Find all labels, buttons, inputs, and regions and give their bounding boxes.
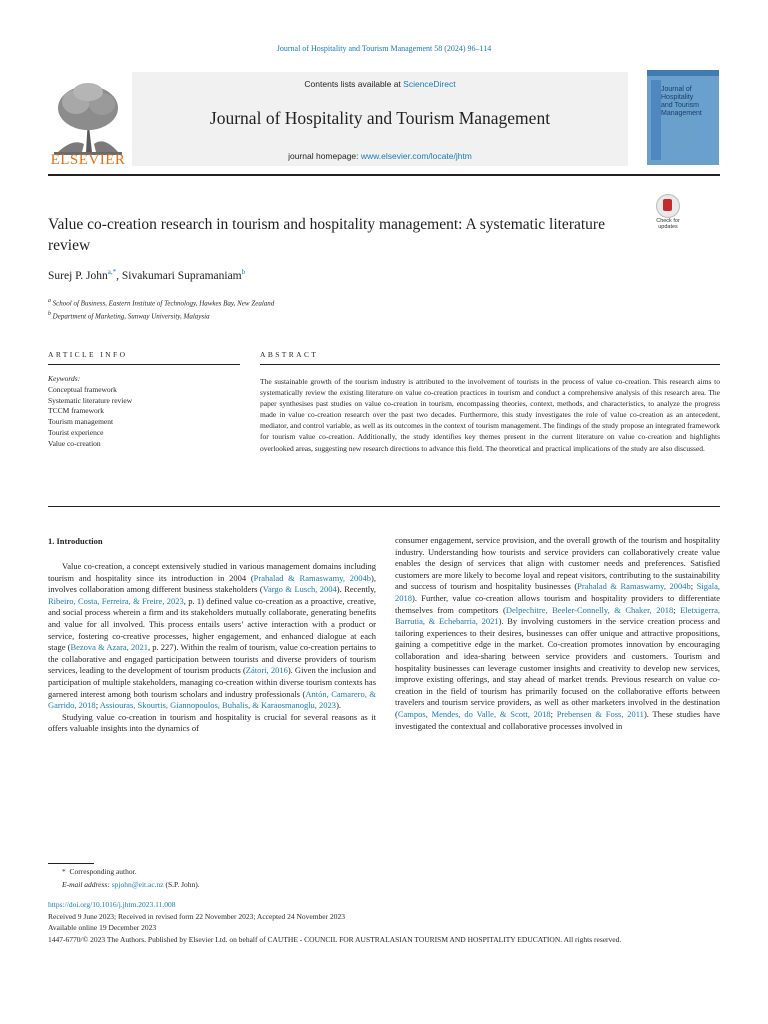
keyword: Tourism management <box>48 417 114 427</box>
paragraph <box>395 535 720 732</box>
body-text: ; <box>95 700 100 711</box>
bookmark-icon <box>656 194 680 218</box>
citation-link[interactable]: Campos, Mendes, do Valle, & Scott, 2018 <box>397 708 551 719</box>
affiliation <box>48 296 274 309</box>
cover-line: Journal of <box>661 86 692 93</box>
sciencedirect-link[interactable]: ScienceDirect <box>403 79 456 89</box>
citation-link[interactable]: Bezova & Azara, 2021 <box>70 642 148 653</box>
keywords-list <box>48 374 240 450</box>
keyword: Systematic literature review <box>48 395 133 405</box>
check-updates-line: Check for <box>656 218 680 224</box>
affiliation <box>48 309 274 322</box>
footnote-mark: * <box>62 867 66 876</box>
citation-link[interactable]: Assiouras, Skourtis, Giannopoulos, Buhalis, & Karaosmanoglu, 2023 <box>99 700 337 711</box>
citation-link[interactable]: Prebensen & Foss, 2011 <box>556 708 644 719</box>
check-updates-text <box>648 218 688 230</box>
cover-line: and Tourism <box>661 102 700 109</box>
author-affiliation-mark[interactable]: a,* <box>107 268 117 276</box>
body-text: ; <box>550 708 557 719</box>
citation-link[interactable]: Delpechitre, Beeler-Connelly, & Chaker, 2018 <box>505 604 674 615</box>
contents-line <box>132 79 628 89</box>
masthead <box>48 70 628 174</box>
body-text: ). Further, value co-creation allows tourism and hospitality providers to differentiate themselves from competitors ( <box>395 592 720 615</box>
author-name: Sivakumari Supramaniam <box>121 269 242 282</box>
author-list <box>48 268 245 282</box>
body-text: ). These studies have investigated the contextual and collaborative processes involved in <box>395 708 720 731</box>
citation-link[interactable]: Eletxigerra, Barrutia, & Echebarria, 2021 <box>395 604 720 627</box>
email-label: E-mail address: <box>62 879 112 889</box>
footnotes <box>48 866 720 891</box>
corresponding-text: Corresponding author. <box>69 867 137 876</box>
article-footer <box>48 899 720 945</box>
body-text: ). Recently, <box>336 584 376 595</box>
email-footnote <box>48 879 720 892</box>
keyword: TCCM framework <box>48 406 105 416</box>
email-link[interactable]: spjohn@eit.ac.nz <box>111 879 164 889</box>
citation-link[interactable]: Prahalad & Ramaswamy, 2004b <box>577 581 691 592</box>
body-text: Value co-creation, a concept extensively studied in various management domains including tourism and hospitality since its introduction in 2004 ( <box>48 561 376 583</box>
body-text: ; <box>673 604 681 615</box>
email-suffix: (S.P. John). <box>163 879 200 889</box>
received-dates: Received 9 June 2023; Received in revised form 22 November 2023; Accepted 24 November 2023 <box>48 911 346 921</box>
publisher-name: ELSEVIER <box>50 152 126 168</box>
body-text: , p. 1) defined value co-creation as a proactive, creative, and social process wherein a firm and its stakeholders mutually collaborate, generating benefits and value for all involved. This process entails users’ active interaction with a product or service, fostering co-creative processes, higher engagement, and enhanced dialogue at each stage ( <box>48 595 376 653</box>
journal-header-box <box>132 72 628 166</box>
author-name: Surej P. John <box>48 269 108 282</box>
paragraph <box>48 561 376 712</box>
citation-link[interactable]: Prahalad & Ramaswamy, 2004b <box>253 572 372 583</box>
keywords-label: Keywords: <box>48 374 81 383</box>
affiliation-text: Department of Marketing, Sunway University, Malaysia <box>52 312 210 321</box>
cover-top-band <box>647 70 719 76</box>
author-separator: , <box>116 269 122 282</box>
article-info-heading: ARTICLE INFO <box>48 350 128 359</box>
masthead-rule <box>48 174 720 176</box>
citation-link[interactable]: Zátori, 2016 <box>245 665 288 676</box>
footnote-rule <box>48 863 94 864</box>
citation-link[interactable]: Ribeiro, Costa, Ferreira, & Freire, 2023 <box>48 595 184 606</box>
affiliation-text: School of Business, Eastern Institute of Technology, Hawkes Bay, New Zealand <box>52 299 275 308</box>
keyword: Value co-creation <box>48 438 101 448</box>
homepage-line <box>132 151 628 161</box>
body-column-left <box>48 561 376 735</box>
body-text: consumer engagement, service provision, and the overall growth of the tourism and hospitality industry. Understanding how tourists and service providers can collaboratively create value enables the design of services that align with customer needs and preferences. Satisfied customers are more likely to become loyal and repeat visitors, contributing to the sustainability and success of tourism and hospitality businesses ( <box>395 535 720 592</box>
body-text: , p. 227). Within the realm of tourism, value co-creation pertains to the collaborative and engaged participation between tourists and diverse providers of tourism services, leading to the development of tourism products ( <box>48 642 376 676</box>
cover-side-panel <box>651 80 661 160</box>
check-updates-line: updates <box>658 224 678 230</box>
abstract-bottom-rule <box>48 506 720 507</box>
homepage-link[interactable]: www.elsevier.com/locate/jhtm <box>360 151 472 161</box>
affiliation-mark: a <box>48 298 51 304</box>
article-info-rule <box>48 364 240 365</box>
body-text: ), involves collaboration among different business stakeholders ( <box>48 572 376 595</box>
journal-cover[interactable] <box>647 70 719 165</box>
body-text: ). By involving customers in the service creation process and tailoring experiences to their desires, businesses can offer unique and attractive propositions, gaining a competitive edge in the market. Co-creation promotes innovation by encouraging collaboration and idea-sharing between service providers and customers. Tourism and hospitality businesses can leverage customer insights and creativity to develop new services, improve existing offerings, and stay ahead of market trends. Previous research on value co-creation in the field of tourism has primarily focused on the collaborative efforts between travelers and tourism service providers, as well as other marketers involved in the destination ( <box>395 616 720 719</box>
journal-title: Journal of Hospitality and Tourism Management <box>209 108 551 128</box>
paragraph: Studying value co-creation in tourism and hospitality is crucial for several reasons as it offers valuable insights into the dynamics of <box>48 711 376 734</box>
citation-link[interactable]: Antón, Camarero, & Garrido, 2018 <box>48 688 377 711</box>
citation-link[interactable]: Vargo & Lusch, 2004 <box>262 584 337 595</box>
body-column-right <box>395 535 720 732</box>
contents-prefix: Contents lists available at <box>304 79 404 89</box>
citation-link[interactable]: Sigala, 2018 <box>395 581 720 603</box>
author-affiliation-mark[interactable]: b <box>241 268 246 276</box>
cover-line: Hospitality <box>661 94 694 101</box>
available-online: Available online 19 December 2023 <box>48 923 157 932</box>
affiliation-mark: b <box>48 311 51 318</box>
body-text: ). Given the inclusion and participation of multiple stakeholders, managing co-creation within diverse tourism contexts has garnered interest among both tourism scholars and industry professionals ( <box>48 665 376 699</box>
cover-line: Management <box>661 110 702 117</box>
affiliations <box>48 296 274 323</box>
article-title: Value co-creation research in tourism and hospitality management: A systematic literature review <box>48 216 605 254</box>
keyword: Conceptual framework <box>48 384 117 394</box>
corresponding-footnote <box>48 866 720 879</box>
check-for-updates-badge[interactable] <box>648 194 688 230</box>
body-text: ). <box>336 700 342 711</box>
homepage-label: journal homepage: <box>288 151 361 161</box>
abstract-text: The sustainable growth of the tourism industry is attributed to the involvement of tourists in the process of value co-creation. This research aims to systematically review the existing literature on value co-creation practices in tourism and conduct a comprehensive analysis of this research area. The paper synthesises past studies on value co-creation in tourism, encompassing theories, context, methods, and characteristics, to analyze the progress made in value co-creation research over the past two decades. Furthermore, this study investigates the role of value co-creation as an antecedent, mediator, and control variable, as well as its outcomes in the context of tourism management. The findings of the study propose an integrated framework for tourism value co-creation. Additionally, the study identifies key themes present in the current literature on value co-creation and highlights overlooked areas, suggesting new research directions to advance this field. The theoretical and practical implications of the study are also discussed. <box>260 377 720 453</box>
abstract-heading: ABSTRACT <box>260 350 319 359</box>
body-text: ; <box>690 581 697 592</box>
copyright-notice: 1447-6770/© 2023 The Authors. Published by Elsevier Ltd. on behalf of CAUTHE - COUNCIL FOR AUSTRALASIAN TOURISM AND HOSPITALITY EDUCATION. All rights reserved. <box>48 934 622 944</box>
keyword: Tourist experience <box>48 427 104 437</box>
cover-title <box>661 86 717 118</box>
abstract-rule <box>260 364 720 365</box>
running-head[interactable]: Journal of Hospitality and Tourism Management 58 (2024) 96–114 <box>276 44 492 53</box>
introduction-heading: 1. Introduction <box>48 536 103 546</box>
doi-link[interactable]: https://doi.org/10.1016/j.jhtm.2023.11.008 <box>48 900 176 909</box>
